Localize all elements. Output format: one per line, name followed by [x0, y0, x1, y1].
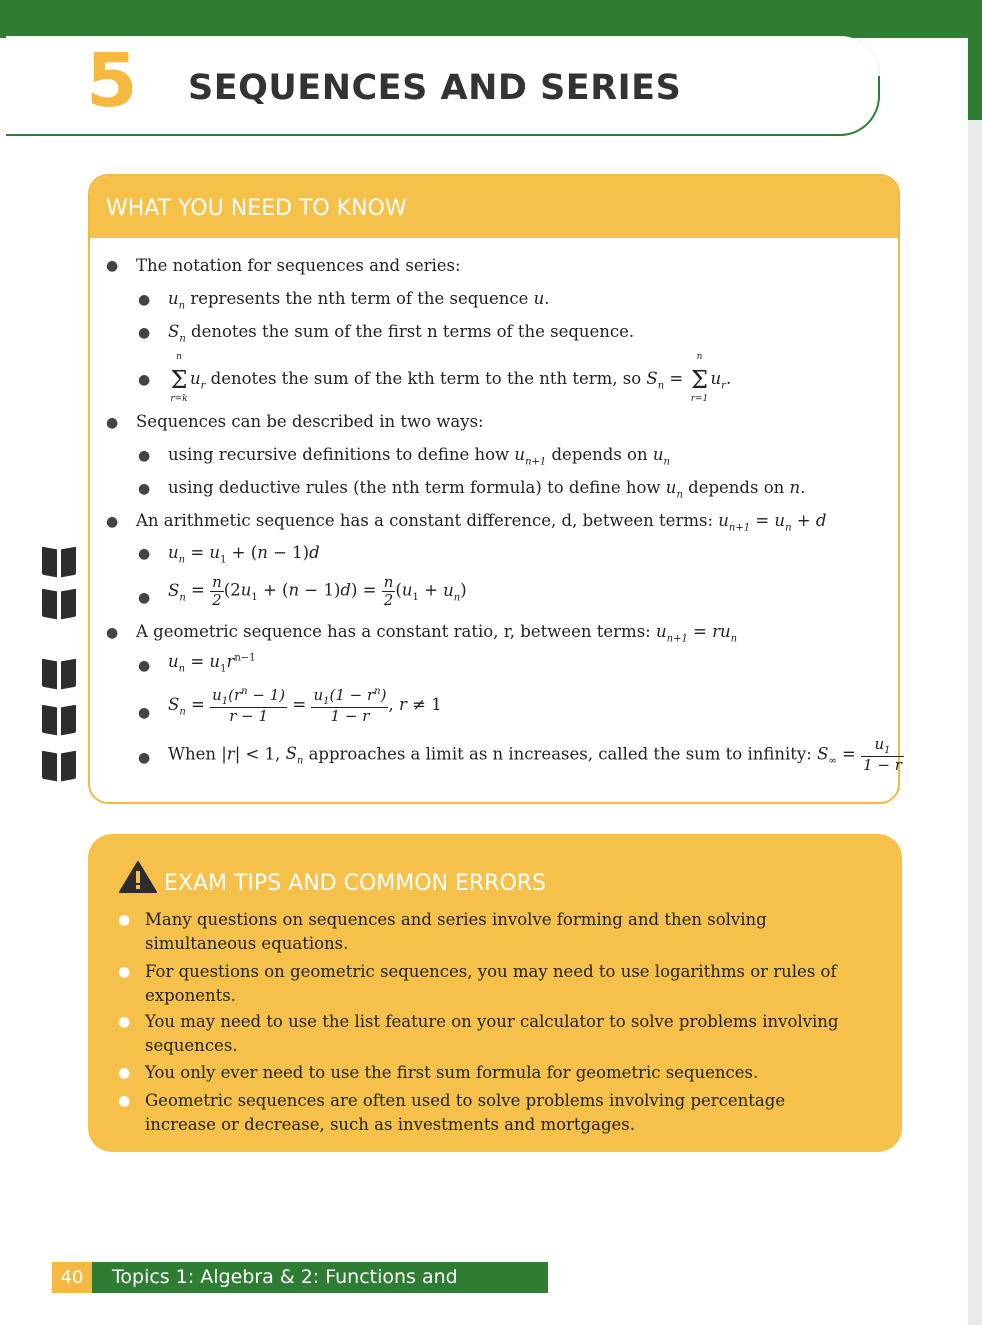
geometric-nth-term-formula: $u_n = u_1r^{n-1}$ [168, 652, 256, 675]
bullet-icon: ● [138, 705, 151, 721]
bullet-icon: ● [118, 912, 131, 928]
know-item-sigma: Σ n r=k $u_r$ denotes the sum of the kth term to the nth term, so $S_n = \Sigma$ n r=1 $u_r$. [170, 352, 732, 404]
tip-item: Geometric sequences are often used to solve problems involving percentage increase or decrease, such as investments and mortgages. [145, 1091, 786, 1134]
book-icon [42, 752, 76, 782]
tip-item: You may need to use the list feature on your calculator to solve problems involving sequences. [145, 1012, 839, 1055]
know-item-deductive: using deductive rules (the nth term formula) to define how $u_n$ depends on n. [168, 478, 806, 501]
know-item-two-ways: Sequences can be described in two ways: [136, 412, 484, 431]
warning-icon [118, 860, 158, 894]
bullet-icon: ● [118, 1093, 131, 1109]
bullet-icon: ● [138, 658, 151, 674]
tip-item: For questions on geometric sequences, you may need to use logarithms or rules of exponents. [145, 962, 837, 1005]
top-band [0, 0, 968, 38]
tip-item: You only ever need to use the first sum formula for geometric sequences. [145, 1063, 759, 1082]
bullet-icon: ● [138, 481, 151, 497]
page-number: 40 [52, 1262, 92, 1293]
bullet-icon: ● [106, 258, 119, 274]
page-edge [968, 0, 982, 1325]
page-edge-tab [968, 0, 982, 120]
know-item-un: $u_n$ represents the nth term of the sequence u. [168, 289, 550, 312]
sum-to-infinity-formula: When |r| < 1, $S_n$ approaches a limit as n increases, called the sum to infinity: $S_\infty$ = $\frac{u_1}{1 - r}$ [168, 735, 902, 774]
bullet-icon: ● [106, 625, 119, 641]
geometric-sum-formula: $S_n$ = $\frac{u_1(r^n - 1)}{r - 1}$ = $\frac{u_1(1 - r^n)}{1 - r}$ , r ≠ 1 [168, 686, 442, 725]
know-item-geometric: A geometric sequence has a constant ratio, r, between terms: $u_{n+1} = ru_n$ [136, 622, 738, 645]
bullet-icon: ● [138, 546, 151, 562]
arithmetic-nth-term-formula: $u_n = u_1 + (n - 1)d$ [168, 543, 320, 566]
book-icon [42, 660, 76, 690]
book-icon [42, 590, 76, 620]
bullet-icon: ● [106, 514, 119, 530]
know-item-arithmetic: An arithmetic sequence has a constant difference, d, between terms: $u_{n+1} = u_n + d$ [136, 511, 827, 534]
chapter-title: SEQUENCES AND SERIES [188, 68, 682, 108]
arithmetic-sum-formula: $S_n$ = $\frac{n}{2}$ $(2u_1 + (n - 1)d)$ = $\frac{n}{2}$ $(u_1 + u_n)$ [168, 573, 467, 609]
chapter-number: 5 [86, 38, 138, 124]
bullet-icon: ● [138, 448, 151, 464]
know-header [90, 176, 898, 238]
tip-item: Many questions on sequences and series involve forming and then solving simultaneous equations. [145, 910, 767, 953]
topic-footer: Topics 1: Algebra & 2: Functions and equations [92, 1262, 548, 1293]
bullet-icon: ● [138, 590, 151, 606]
know-item-recursive: using recursive definitions to define how $u_{n+1}$ depends on $u_n$ [168, 445, 670, 468]
bullet-icon: ● [138, 750, 151, 766]
bullet-icon: ● [138, 292, 151, 308]
book-icon [42, 548, 76, 578]
know-item-sn: $S_n$ denotes the sum of the first n terms of the sequence. [168, 322, 635, 345]
bullet-icon: ● [138, 325, 151, 341]
know-heading: WHAT YOU NEED TO KNOW [106, 196, 407, 221]
bullet-icon: ● [138, 372, 151, 388]
bullet-icon: ● [106, 415, 119, 431]
tips-heading: EXAM TIPS AND COMMON ERRORS [164, 871, 547, 896]
bullet-icon: ● [118, 1014, 131, 1030]
bullet-icon: ● [118, 964, 131, 980]
know-item-notation: The notation for sequences and series: [136, 256, 461, 275]
bullet-icon: ● [118, 1065, 131, 1081]
book-icon [42, 706, 76, 736]
